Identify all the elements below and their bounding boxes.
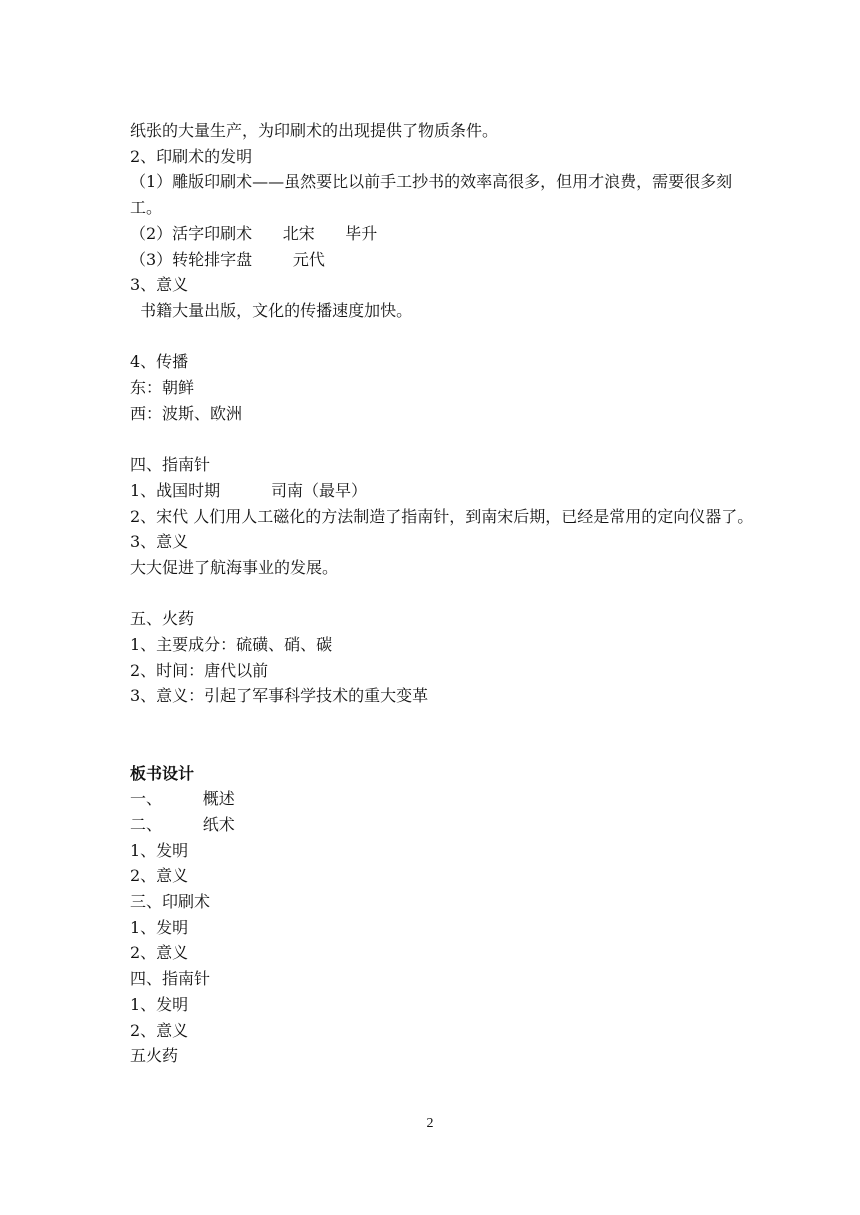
- section-heading: 3、意义: [130, 275, 189, 295]
- blank-line: [130, 426, 755, 452]
- board-item: 2、意义: [130, 1020, 189, 1040]
- board-item: 二、 纸术: [130, 814, 235, 834]
- section-heading: 四、指南针: [130, 455, 211, 475]
- board-item: 一、 概述: [130, 789, 235, 809]
- text-line: 1、战国时期 司南（最早）: [130, 480, 368, 500]
- text-line: 东：朝鲜: [130, 378, 195, 398]
- board-item: 三、印刷术: [130, 892, 211, 912]
- section-heading: 4、传播: [130, 352, 189, 372]
- text-line: 3、意义：引起了军事科学技术的重大变革: [130, 686, 429, 706]
- blank-line: [130, 709, 755, 735]
- text-line: （2）活字印刷术 北宋 毕升: [130, 223, 378, 243]
- text-paragraph: （1）雕版印刷术——虽然要比以前手工抄书的效率高很多，但用才浪费，需要很多刻工。: [130, 172, 733, 218]
- board-item: 1、发明: [130, 840, 189, 860]
- section-heading: 2、印刷术的发明: [130, 146, 253, 166]
- document-body: [130, 118, 755, 1069]
- board-item: 四、指南针: [130, 969, 211, 989]
- text-line: 纸张的大量生产，为印刷术的出现提供了物质条件。: [130, 121, 499, 140]
- board-item: 1、发明: [130, 917, 189, 937]
- text-line: （3）转轮排字盘 元代: [130, 249, 325, 269]
- text-line: 大大促进了航海事业的发展。: [130, 557, 339, 577]
- blank-line: [130, 324, 755, 350]
- section-heading: 3、意义: [130, 532, 189, 552]
- board-item: 2、意义: [130, 866, 189, 886]
- text-paragraph: 2、宋代 人们用人工磁化的方法制造了指南针，到南宋后期，已经是常用的定向仪器了。: [130, 506, 754, 526]
- blank-line: [130, 735, 755, 761]
- text-line: 西：波斯、欧洲: [130, 403, 243, 423]
- board-item: 五火药: [130, 1046, 179, 1066]
- page-number: 2: [426, 1116, 434, 1131]
- section-heading: 五、火药: [130, 609, 195, 629]
- text-line: 2、时间：唐代以前: [130, 660, 269, 680]
- board-item: 1、发明: [130, 994, 189, 1014]
- text-line: 1、主要成分：硫磺、硝、碳: [130, 635, 333, 655]
- board-item: 2、意义: [130, 943, 189, 963]
- board-design-title: 板书设计: [130, 763, 195, 783]
- text-line: 书籍大量出版，文化的传播速度加快。: [130, 300, 413, 320]
- blank-line: [130, 581, 755, 607]
